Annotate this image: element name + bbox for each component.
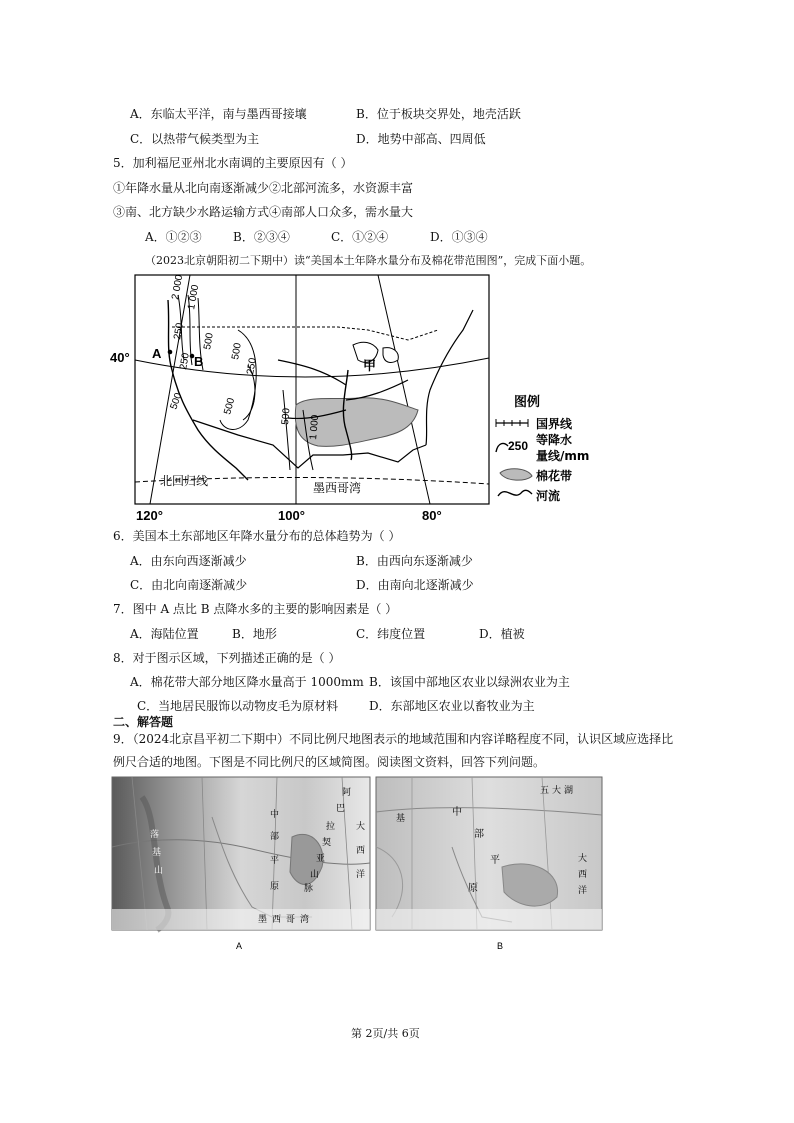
isohyet-label: 500 [230,342,244,361]
legend-iso-label-2: 量线/mm [536,449,590,463]
legend-title: 图例 [514,395,541,410]
lon-80-label: 80° [422,508,442,523]
isohyet-label: 2 000 [170,273,186,301]
map-a-label: 亚 [316,854,326,864]
q4-option-b: B．位于板块交界处，地壳活跃 [356,107,521,121]
isohyet-label: 500 [222,396,238,416]
lon-100-label: 100° [278,508,305,523]
map-a-label: 湾 [300,915,310,925]
map-label-a: A [152,346,162,361]
map-b-label: 中 [452,807,462,818]
lon-120-label: 120° [136,508,163,523]
map-b-caption: B [497,941,504,951]
map-a-label: 山 [154,866,164,876]
isohyet-label: 250 [172,322,186,341]
map-b-label: 西 [578,870,588,880]
map-b-label: 平 [490,855,500,866]
map-label-b: B [194,354,204,369]
q8-option-b: B．该国中部地区农业以绿洲农业为主 [369,675,570,689]
map-a-label: 契 [322,838,332,848]
map-a-label: 大 [356,822,366,832]
q8-option-d: D．东部地区农业以畜牧业为主 [369,699,535,713]
q7-option-d: D．植被 [479,627,525,641]
map-a-label: 落 [150,830,160,840]
map-a-caption: A [236,941,243,951]
legend-river: 河流 [536,489,561,503]
map-b-label: 基 [396,814,406,824]
q6-stem: 6．美国本土东部地区年降水量分布的总体趋势为（ ） [113,529,401,543]
q6-option-a: A．由东向西逐渐减少 [130,554,247,568]
map-a-label: 拉 [326,822,336,832]
q7-option-a: A．海陆位置 [130,627,199,641]
map-a-label: 阿 [342,788,352,798]
isohyet-label: 500 [168,391,185,412]
map-b-label: 洋 [578,886,588,896]
map-a-label: 哥 [286,915,296,925]
q6-option-c: C．由北向南逐渐减少 [130,578,248,592]
legend-cotton: 棉花带 [536,469,573,483]
gulf-label: 墨西哥湾 [313,481,362,495]
page-footer: 第 2页/共 6页 [351,1027,420,1040]
isohyet-label: 250 [178,352,192,371]
q7-stem: 7．图中 A 点比 B 点降水多的主要的影响因素是（ ） [113,602,398,616]
isohyet-label: 500 [280,407,293,426]
isohyet-label: 250 [245,357,259,376]
map-a-label: 西 [356,846,366,856]
q7-option-c: C．纬度位置 [356,627,426,641]
map-a-label: 脉 [304,884,314,894]
legend-iso-value: 250 [508,439,529,453]
map-label-jia: 甲 [363,359,377,374]
section-heading: 二、解答题 [113,715,174,729]
q6-option-d: D．由南向北逐渐减少 [356,578,474,592]
q9-line1: 9．（2024北京昌平初二下期中）不同比例尺地图表示的地域范围和内容详略程度不同，认识区域应选择比 [113,732,674,746]
q5-option-d: D．①③④ [430,230,488,244]
q4-option-a: A．东临太平洋，南与墨西哥接壤 [130,107,307,121]
isohyet-label: 500 [202,332,216,351]
legend-iso-label-1: 等降水 [536,433,573,447]
map-a-label: 墨 [258,915,268,925]
q5-option-c: C．①②④ [331,230,389,244]
q6-option-b: B．由西向东逐渐减少 [356,554,473,568]
q5-option-a: A．①②③ [145,230,202,244]
q5-option-b: B．②③④ [233,230,290,244]
map-a-label: 山 [310,870,320,880]
map-a-label: 平 [270,856,280,866]
q9-line2: 例尺合适的地图。下图是不同比例尺的区域简图。阅读图文资料，回答下列问题。 [113,755,546,769]
q4-option-d: D．地势中部高、四周低 [356,132,486,146]
map-a-label: 巴 [336,804,346,814]
q7-option-b: B．地形 [232,627,277,641]
q8-option-a: A．棉花带大部分地区降水量高于 1000mm [130,675,364,689]
map-a-label: 基 [152,848,162,858]
map-b-label: 湖 [564,786,574,796]
map-a-label: 原 [270,882,280,892]
q5-stem: 5．加利福尼亚州北水南调的主要原因有（ ） [113,156,353,170]
map-b-label: 大 [578,854,588,864]
map-a-label: 洋 [356,870,366,880]
map-b-label: 大 [552,786,562,796]
isohyet-label: 1 000 [308,414,322,441]
legend-border: 国界线 [536,417,573,431]
lat-40-label: 40° [110,350,130,365]
q8-stem: 8．对于图示区域，下列描述正确的是（ ） [113,651,341,665]
group-intro: （2023北京朝阳初二下期中）读“美国本土年降水量分布及棉花带范围图”，完成下面小题。 [145,254,592,267]
map-b-label: 部 [474,829,484,840]
tropic-label: 北回归线 [160,474,209,488]
q4-option-c: C．以热带气候类型为主 [130,132,260,146]
isohyet-label: 1 000 [186,283,202,311]
q5-line1: ①年降水量从北向南逐渐减少②北部河流多，水资源丰富 [113,181,414,195]
map-b-label: 五 [540,786,550,796]
q5-line2: ③南、北方缺少水路运输方式④南部人口众多，需水量大 [113,205,414,219]
map-a-label: 西 [272,915,282,925]
map-b-label: 原 [468,883,478,894]
map-a-label: 中 [270,810,280,820]
scale-maps [112,777,602,953]
q8-option-c: C．当地居民服饰以动物皮毛为原材料 [137,699,339,713]
map-a-label: 部 [270,832,280,842]
precipitation-map [108,270,608,523]
